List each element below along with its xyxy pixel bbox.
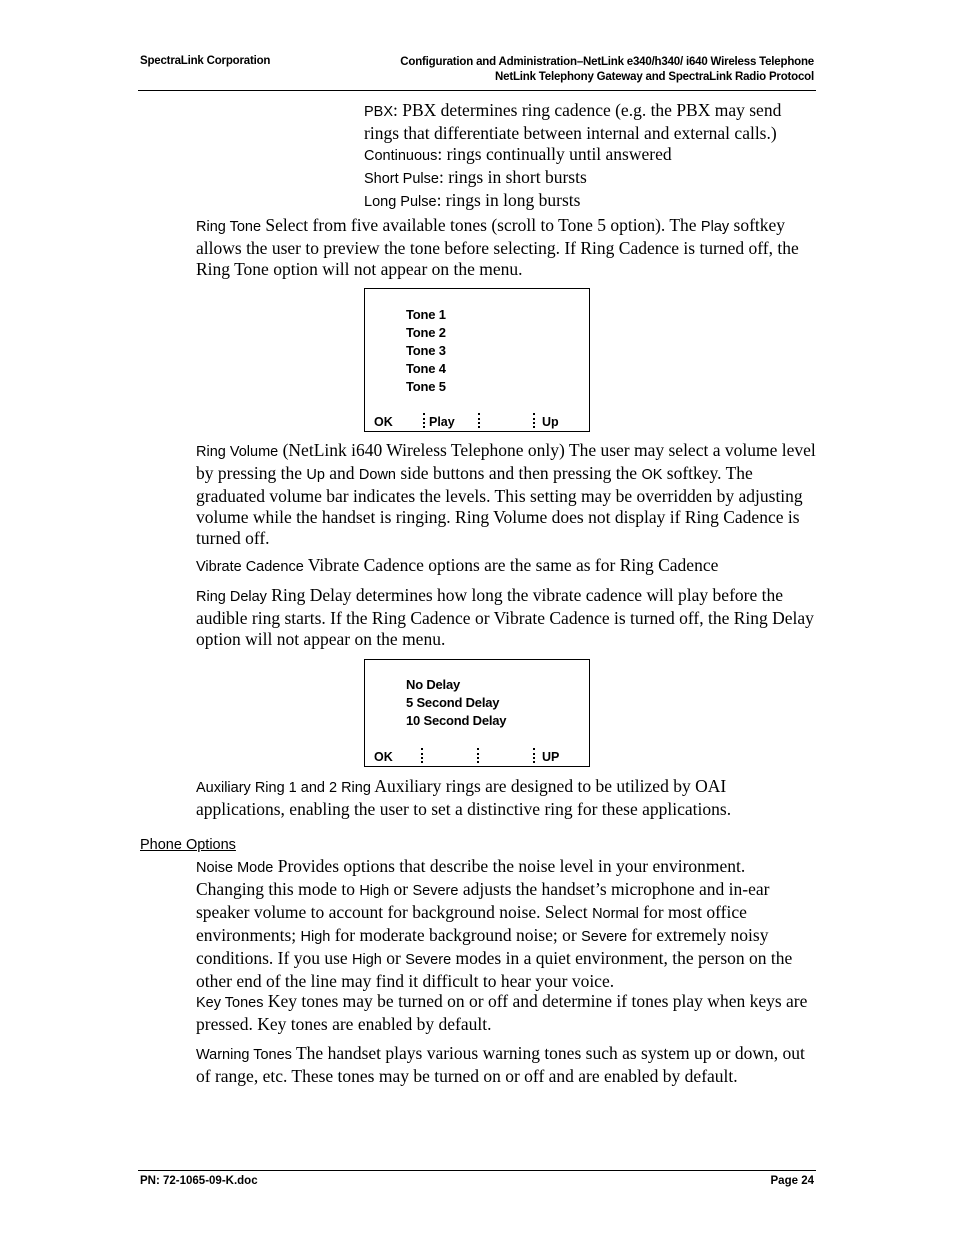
ring-volume-paragraph xyxy=(196,440,816,549)
noise-mode-text: modes in a quiet environment, the person on the other end of the line may find it difficult to hear your voice. xyxy=(196,948,793,991)
option-text: : rings in long bursts xyxy=(436,190,581,210)
header-rule xyxy=(138,90,816,91)
footer-rule xyxy=(138,1170,816,1171)
term-short-pulse: Short Pulse xyxy=(364,171,439,187)
term-ring-delay: Ring Delay xyxy=(196,589,267,605)
term-severe: Severe xyxy=(405,952,452,968)
vibrate-cadence-paragraph xyxy=(196,555,816,578)
delay-option[interactable]: 10 Second Delay xyxy=(406,713,507,728)
header-title-line2: NetLink Telephony Gateway and SpectraLink Radio Protocol xyxy=(495,71,814,83)
ring-tone-text: softkey allows the user to preview the tone before selecting. If Ring Cadence is turned off, the Ring Tone option will not appear on the menu. xyxy=(196,215,799,279)
ring-volume-text: softkey. The graduated volume bar indicates the levels. This setting may be overridden by adjusting volume while the handset is ringing. Ring Volume does not display if Ring Cadence is turned off. xyxy=(196,463,803,548)
noise-mode-text: Provides options that describe the noise level in your environment. Changing this mode to xyxy=(196,856,746,899)
tone-menu-screen xyxy=(364,288,590,432)
footer-page-number: Page 24 xyxy=(770,1175,814,1187)
noise-mode-text: for most office environments; xyxy=(196,902,747,945)
term-long-pulse: Long Pulse xyxy=(364,194,437,210)
term-ring-tone: Ring Tone xyxy=(196,219,262,235)
term-normal: Normal xyxy=(592,906,639,922)
ring-tone-text: Select from five available tones (scroll to Tone 5 option). The xyxy=(261,215,701,235)
tone-option[interactable]: Tone 3 xyxy=(406,343,446,358)
tone-option[interactable]: Tone 1 xyxy=(406,307,446,322)
ring-delay-paragraph xyxy=(196,585,816,650)
noise-mode-text: for extremely noisy conditions. If you use xyxy=(196,925,769,968)
warning-tones-paragraph xyxy=(196,1043,816,1087)
term-vibrate-cadence: Vibrate Cadence xyxy=(196,559,304,575)
ring-volume-text: side buttons and then pressing the xyxy=(396,463,642,483)
tone-option[interactable]: Tone 4 xyxy=(406,361,446,376)
header-title-line1: Configuration and Administration–NetLink e340/h340/ i640 Wireless Telephone xyxy=(400,56,814,68)
key-tones-text: Key tones may be turned on or off and determine if tones play when keys are pressed. Key tones are enabled by default. xyxy=(196,991,808,1034)
term-high: High xyxy=(359,883,390,899)
delay-options xyxy=(406,676,506,730)
term-severe: Severe xyxy=(581,929,628,945)
term-down: Down xyxy=(358,467,396,483)
softkey-up[interactable]: UP xyxy=(542,750,560,764)
footer-part-number: PN: 72-1065-09-K.doc xyxy=(140,1175,258,1187)
phone-options-heading: Phone Options xyxy=(140,837,236,853)
softkey-ok[interactable]: OK xyxy=(374,415,393,429)
softkey-separator xyxy=(477,748,479,763)
cadence-option-pbx xyxy=(364,100,804,144)
aux-ring-paragraph xyxy=(196,776,816,820)
cadence-options xyxy=(364,100,804,213)
term-high: High xyxy=(300,929,331,945)
noise-mode-text: or xyxy=(381,948,406,968)
vibrate-cadence-text: Vibrate Cadence options are the same as for Ring Cadence xyxy=(303,555,719,575)
softkey-ok[interactable]: OK xyxy=(374,750,393,764)
term-ring-volume: Ring Volume xyxy=(196,444,279,460)
cadence-option-short-pulse xyxy=(364,167,804,190)
softkey-separator xyxy=(421,748,423,763)
term-severe: Severe xyxy=(412,883,459,899)
tone-option[interactable]: Tone 5 xyxy=(406,379,446,394)
aux-ring-text: Auxiliary rings are designed to be utilized by OAI applications, enabling the user to set a distinctive ring for these applications. xyxy=(196,776,732,819)
ring-tone-paragraph xyxy=(196,215,816,280)
delay-option[interactable]: 5 Second Delay xyxy=(406,695,500,710)
term-warning-tones: Warning Tones xyxy=(196,1047,292,1063)
term-up: Up xyxy=(306,467,325,483)
option-text: : rings in short bursts xyxy=(438,167,587,187)
option-text: : PBX determines ring cadence (e.g. the PBX may send rings that differentiate between internal and external calls.) xyxy=(364,100,782,143)
softkey-separator xyxy=(478,413,480,428)
softkey-separator xyxy=(423,413,425,428)
term-play: Play xyxy=(700,219,730,235)
warning-tones-text: The handset plays various warning tones such as system up or down, out of range, etc. These tones may be turned on or off and are enabled by default. xyxy=(196,1043,805,1086)
noise-mode-text: for moderate background noise; or xyxy=(330,925,582,945)
cadence-option-continuous xyxy=(364,144,804,167)
ring-volume-text: and xyxy=(324,463,359,483)
key-tones-paragraph xyxy=(196,991,816,1035)
term-noise-mode: Noise Mode xyxy=(196,860,274,876)
cadence-option-long-pulse xyxy=(364,190,804,213)
softkey-up[interactable]: Up xyxy=(542,415,559,429)
softkey-separator xyxy=(533,748,535,763)
delay-menu-screen xyxy=(364,659,590,767)
option-text: : rings continually until answered xyxy=(437,144,672,164)
ring-delay-text: Ring Delay determines how long the vibrate cadence will play before the audible ring starts. If the Ring Cadence or Vibrate Cadence is turned off, the Ring Delay option will not appear on the menu. xyxy=(196,585,814,649)
term-aux-ring: Auxiliary Ring 1 and 2 Ring xyxy=(196,780,371,796)
tone-option[interactable]: Tone 2 xyxy=(406,325,446,340)
tone-options xyxy=(406,306,446,396)
header-company: SpectraLink Corporation xyxy=(140,55,271,67)
term-pbx: PBX xyxy=(364,104,394,120)
ring-volume-text: (NetLink i640 Wireless Telephone only) The user may select a volume level by pressing the xyxy=(196,440,816,483)
noise-mode-paragraph xyxy=(196,856,816,992)
term-continuous: Continuous xyxy=(364,148,438,164)
term-key-tones: Key Tones xyxy=(196,995,264,1011)
noise-mode-text: adjusts the handset’s microphone and in-ear speaker volume to account for background noise. Select xyxy=(196,879,770,922)
softkey-play[interactable]: Play xyxy=(429,415,455,429)
term-high: High xyxy=(352,952,382,968)
delay-option[interactable]: No Delay xyxy=(406,677,461,692)
softkey-separator xyxy=(533,413,535,428)
term-ok: OK xyxy=(641,467,663,483)
header-title xyxy=(400,55,814,85)
noise-mode-text: or xyxy=(389,879,413,899)
